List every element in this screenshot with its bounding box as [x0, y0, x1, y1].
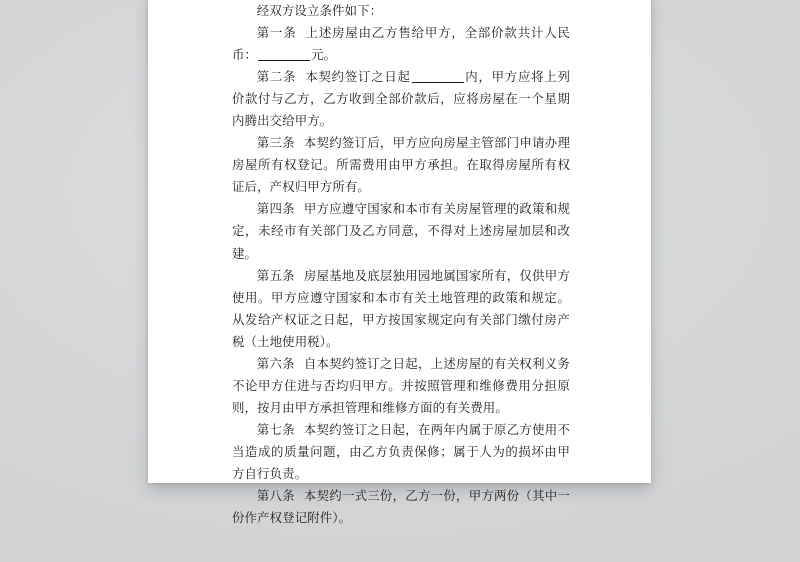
clause-text-7: 本契约签订之日起，在两年内属于原乙方使用不当造成的质量问题，由乙方负责保修；属于人为的损坏由甲方自行负责。 [232, 422, 570, 481]
fill-in-blank-1[interactable] [258, 60, 310, 61]
clause-paragraph-3 [148, 132, 651, 198]
clause-paragraph-5 [148, 265, 651, 353]
clause-text-after-1: 元。 [311, 48, 337, 63]
intro-paragraph: 经双方设立条件如下： [256, 4, 383, 18]
clause-label-7: 第七条 [256, 422, 295, 437]
clause-paragraph-8 [148, 485, 651, 529]
clause-text-after-2: 内，甲方应将上列价款付与乙方，乙方收到全部价款后，应将房屋在一个星期内腾出交给甲方。 [232, 70, 571, 129]
clause-label-3: 第三条 [256, 136, 295, 151]
fill-in-blank-2[interactable] [412, 82, 464, 83]
clause-text-4: 甲方应遵守国家和本市有关房屋管理的政策和规定，未经市有关部门及乙方同意，不得对上述房屋加层和改建。 [232, 202, 570, 261]
clause-label-2: 第二条 [256, 70, 297, 85]
clause-text-8: 本契约一式三份，乙方一份，甲方两份（其中一份作产权登记附件）。 [232, 489, 570, 526]
clause-paragraph-4 [148, 198, 651, 264]
clause-paragraph-2 [148, 66, 651, 132]
clause-text-before-1: 上述房屋由乙方售给甲方，全部价款共计人民币： [232, 26, 571, 63]
clause-label-5: 第五条 [256, 268, 295, 283]
document-page [148, 0, 651, 526]
document-text-body [148, 0, 651, 529]
clause-text-5: 房屋基地及底层独用园地属国家所有，仅供甲方使用。甲方应遵守国家和本市有关土地管理的政策和规定。从发给产权证之日起，甲方按国家规定向有关部门缴付房产税（土地使用税）。 [232, 268, 570, 349]
clause-label-6: 第六条 [256, 356, 295, 371]
clause-label-1: 第一条 [256, 26, 297, 41]
clause-text-3: 本契约签订后，甲方应向房屋主管部门申请办理房屋所有权登记。所需费用由甲方承担。在取得房屋所有权证后，产权归甲方所有。 [232, 136, 570, 195]
clause-paragraph-1 [148, 22, 651, 66]
clause-paragraph-6 [148, 353, 651, 419]
clause-text-before-2: 本契约签订之日起 [305, 70, 411, 85]
clause-label-4: 第四条 [256, 202, 295, 217]
clause-paragraph-7 [148, 419, 651, 485]
clause-text-6: 自本契约签订之日起，上述房屋的有关权利义务不论甲方住进与否均归甲方。并按照管理和维修费用分担原则，按月由甲方承担管理和维修方面的有关费用。 [232, 356, 570, 415]
clause-label-8: 第八条 [256, 489, 295, 504]
